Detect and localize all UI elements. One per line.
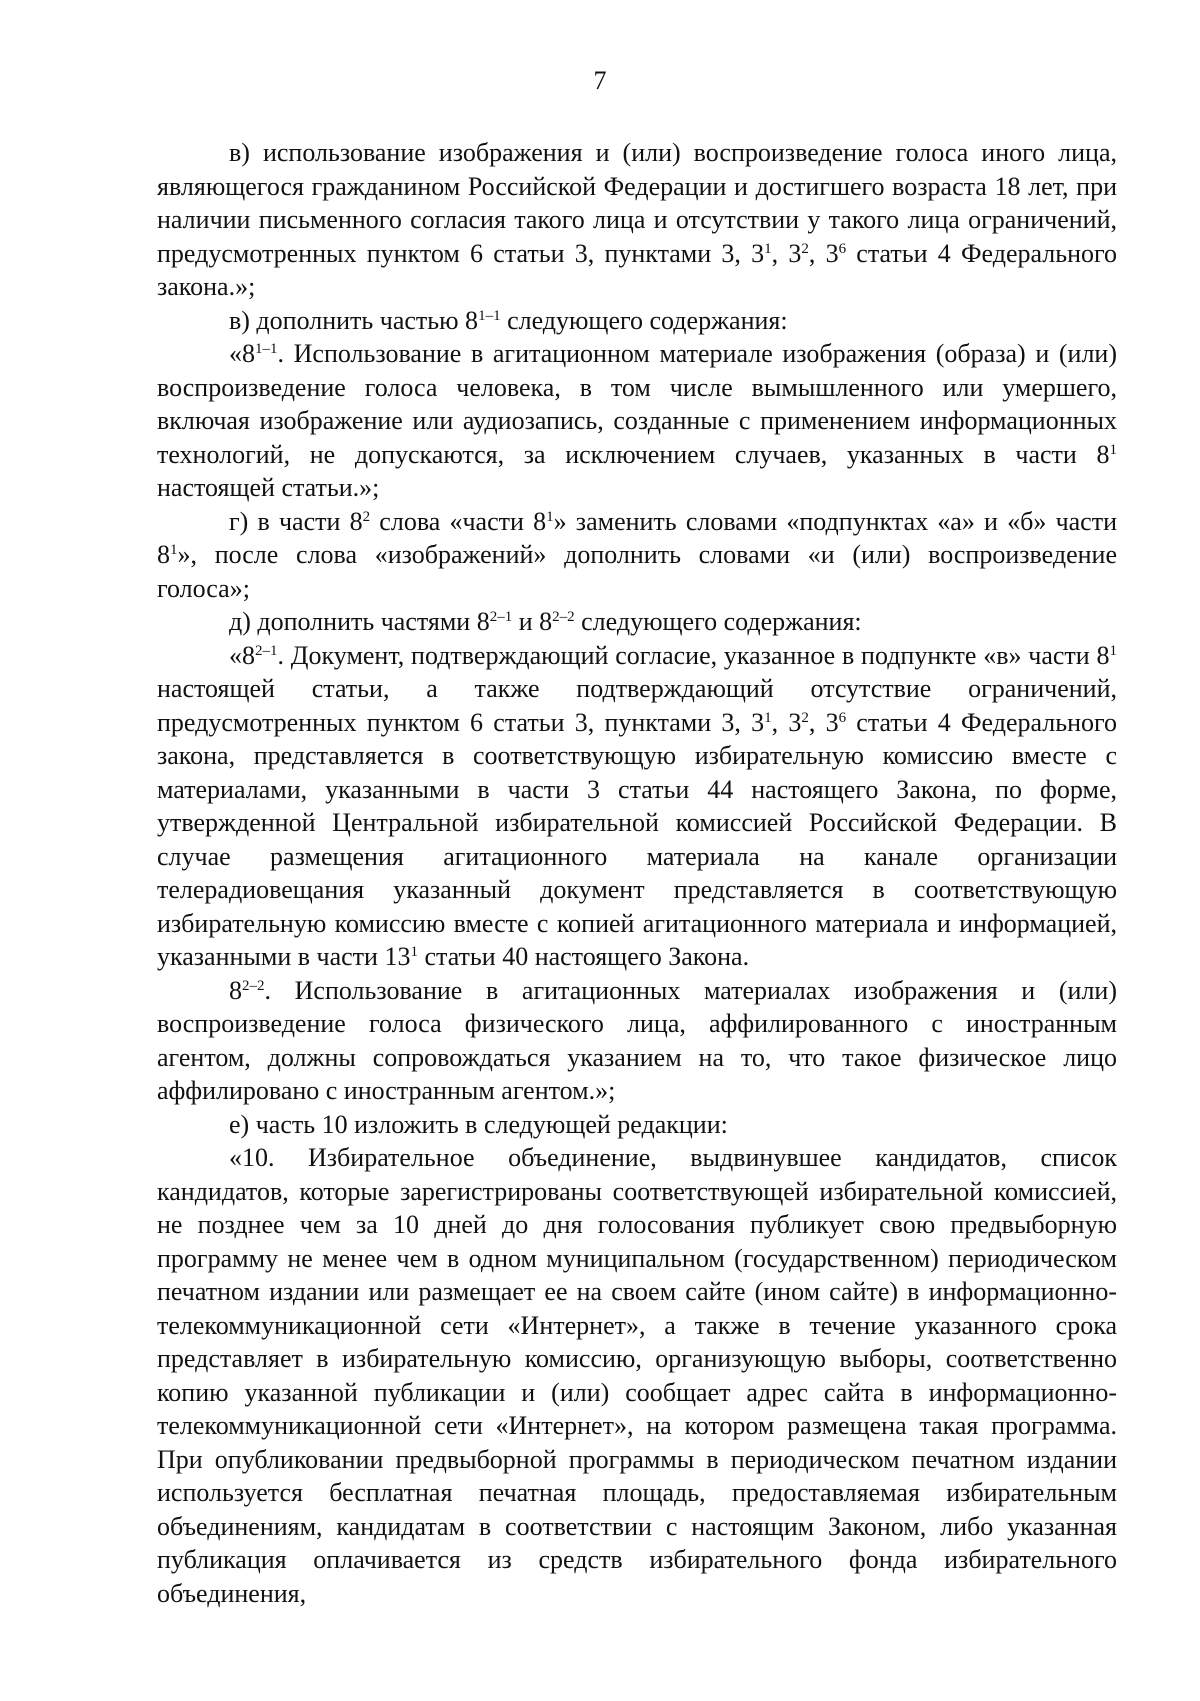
text-segment: , 3 (771, 707, 802, 737)
superscript: 2 (362, 508, 371, 525)
superscript: 1 (410, 944, 418, 961)
text-segment: 8 (229, 975, 242, 1005)
text-segment: , 3 (808, 238, 839, 268)
text-segment: следующего содержания: (574, 607, 862, 636)
text-segment: статьи 4 Федерального закона, представляется в соответствующую избирательную комиссию вместе с материалами, указанными в части 3 статьи 44 настоящего Закона, по форме, утвержденной Центральной избирательной комиссией Российской Федерации. В случае размещения агитационного материала на канале организации телерадиовещания указанный документ представляется в соответствующую избирательную комиссию вместе с копией агитационного материала и информацией, указанными в части 13 (157, 707, 1118, 971)
superscript: 2–2 (242, 977, 265, 994)
document-body (157, 136, 1117, 1610)
superscript: 1 (546, 508, 554, 525)
paragraph-part-8-1-1 (157, 337, 1117, 505)
superscript: 1 (1109, 642, 1117, 659)
text-segment: и 8 (512, 607, 553, 636)
superscript: 1 (764, 240, 772, 257)
text-segment: . Документ, подтверждающий согласие, указанное в подпункте «в» части 8 (277, 640, 1110, 670)
text-segment: . Использование в агитационном материале изображения (образа) и (или) воспроизведение голоса человека, в том числе вымышленного или умершего, включая изображение или аудиозапись, созданные с применением информационных технологий, не допускаются, за исключением случаев, указанных в части 8 (157, 339, 1117, 469)
text-segment: статьи 4 Федерального закона.»; (157, 238, 1118, 301)
superscript: 1–1 (255, 341, 278, 358)
superscript: 1–1 (478, 307, 501, 324)
paragraph-part-8-2-2 (157, 974, 1117, 1108)
text-segment: » заменить словами «подпунктах «а» и «б» части 8 (157, 506, 1117, 569)
paragraph-part-8-2-1 (157, 639, 1117, 974)
text-segment: », после слова «изображений» дополнить словами «и (или) воспроизведение голоса»; (157, 540, 1117, 603)
superscript: 2–2 (552, 609, 575, 626)
text-segment: слова «части 8 (370, 506, 547, 536)
superscript: 6 (838, 240, 847, 257)
text-segment: д) дополнить частями 8 (229, 607, 490, 636)
paragraph-g-part-8-2 (157, 505, 1117, 606)
text-segment: настоящей статьи.»; (157, 473, 380, 502)
superscript: 2 (801, 240, 809, 257)
text-segment: . Использование в агитационных материалах изображения и (или) воспроизведение голоса физического лица, аффилированного с иностранным агентом, должны сопровождаться указанием на то, что такое физическое лицо аффилировано с иностранным агентом.»; (157, 975, 1117, 1105)
text-segment: «8 (229, 339, 255, 368)
superscript: 2–1 (489, 609, 513, 626)
superscript: 2 (801, 709, 809, 726)
paragraph-d-add-parts (157, 605, 1117, 639)
text-segment: статьи 40 настоящего Закона. (417, 942, 750, 971)
text-segment: настоящей статьи, а также подтверждающий отсутствие ограничений, предусмотренных пунктом 6 статьи 3, пунктами 3, 3 (157, 674, 1117, 737)
text-segment: «8 (229, 640, 255, 670)
paragraph-v-add-part (157, 304, 1117, 338)
text-segment: следующего содержания: (500, 305, 788, 335)
superscript: 6 (838, 709, 847, 726)
text-segment: , 3 (808, 707, 839, 737)
superscript: 2–1 (255, 642, 278, 659)
paragraph-e-part-10: е) часть 10 изложить в следующей редакции: (229, 1109, 728, 1139)
paragraph-part-10-text: «10. Избирательное объединение, выдвинувшее кандидатов, список кандидатов, которые зарегистрированы соответствующей избирательной комиссией, не позднее чем за 10 дней до дня голосования публикует свою предвыборную программу не менее чем в одном муниципальном (государственном) периодическом печатном издании или размещает ее на своем сайте (ином сайте) в информационно-телекоммуникационной сети «Интернет», а также в течение указанного срока представляет в избирательную комиссию, организующую выборы, соответственно копию указанной публикации и (или) сообщает адрес сайта в информационно-телекоммуникационной сети «Интернет», на котором размещена такая программа. При опубликовании предвыборной программы в периодическом печатном издании используется бесплатная печатная площадь, предоставляемая избирательным объединениям, кандидатам в соответствии с настоящим Законом, либо указанная публикация оплачивается из средств избирательного фонда избирательного объединения, (157, 1143, 1117, 1608)
text-segment: г) в части 8 (229, 506, 363, 536)
text-segment: , 3 (771, 238, 802, 268)
superscript: 1 (170, 542, 178, 559)
paragraph-v-image-consent (157, 136, 1117, 304)
superscript: 1 (1109, 441, 1117, 458)
text-segment: в) использование изображения и (или) воспроизведение голоса иного лица, являющегося гражданином Российской Федерации и достигшего возраста 18 лет, при наличии письменного согласия такого лица и отсутствии у такого лица ограничений, предусмотренных пунктом 6 статьи 3, пунктами 3, 3 (157, 138, 1117, 268)
text-segment: в) дополнить частью 8 (229, 305, 479, 335)
page-number: 7 (593, 66, 607, 95)
superscript: 1 (764, 709, 772, 726)
